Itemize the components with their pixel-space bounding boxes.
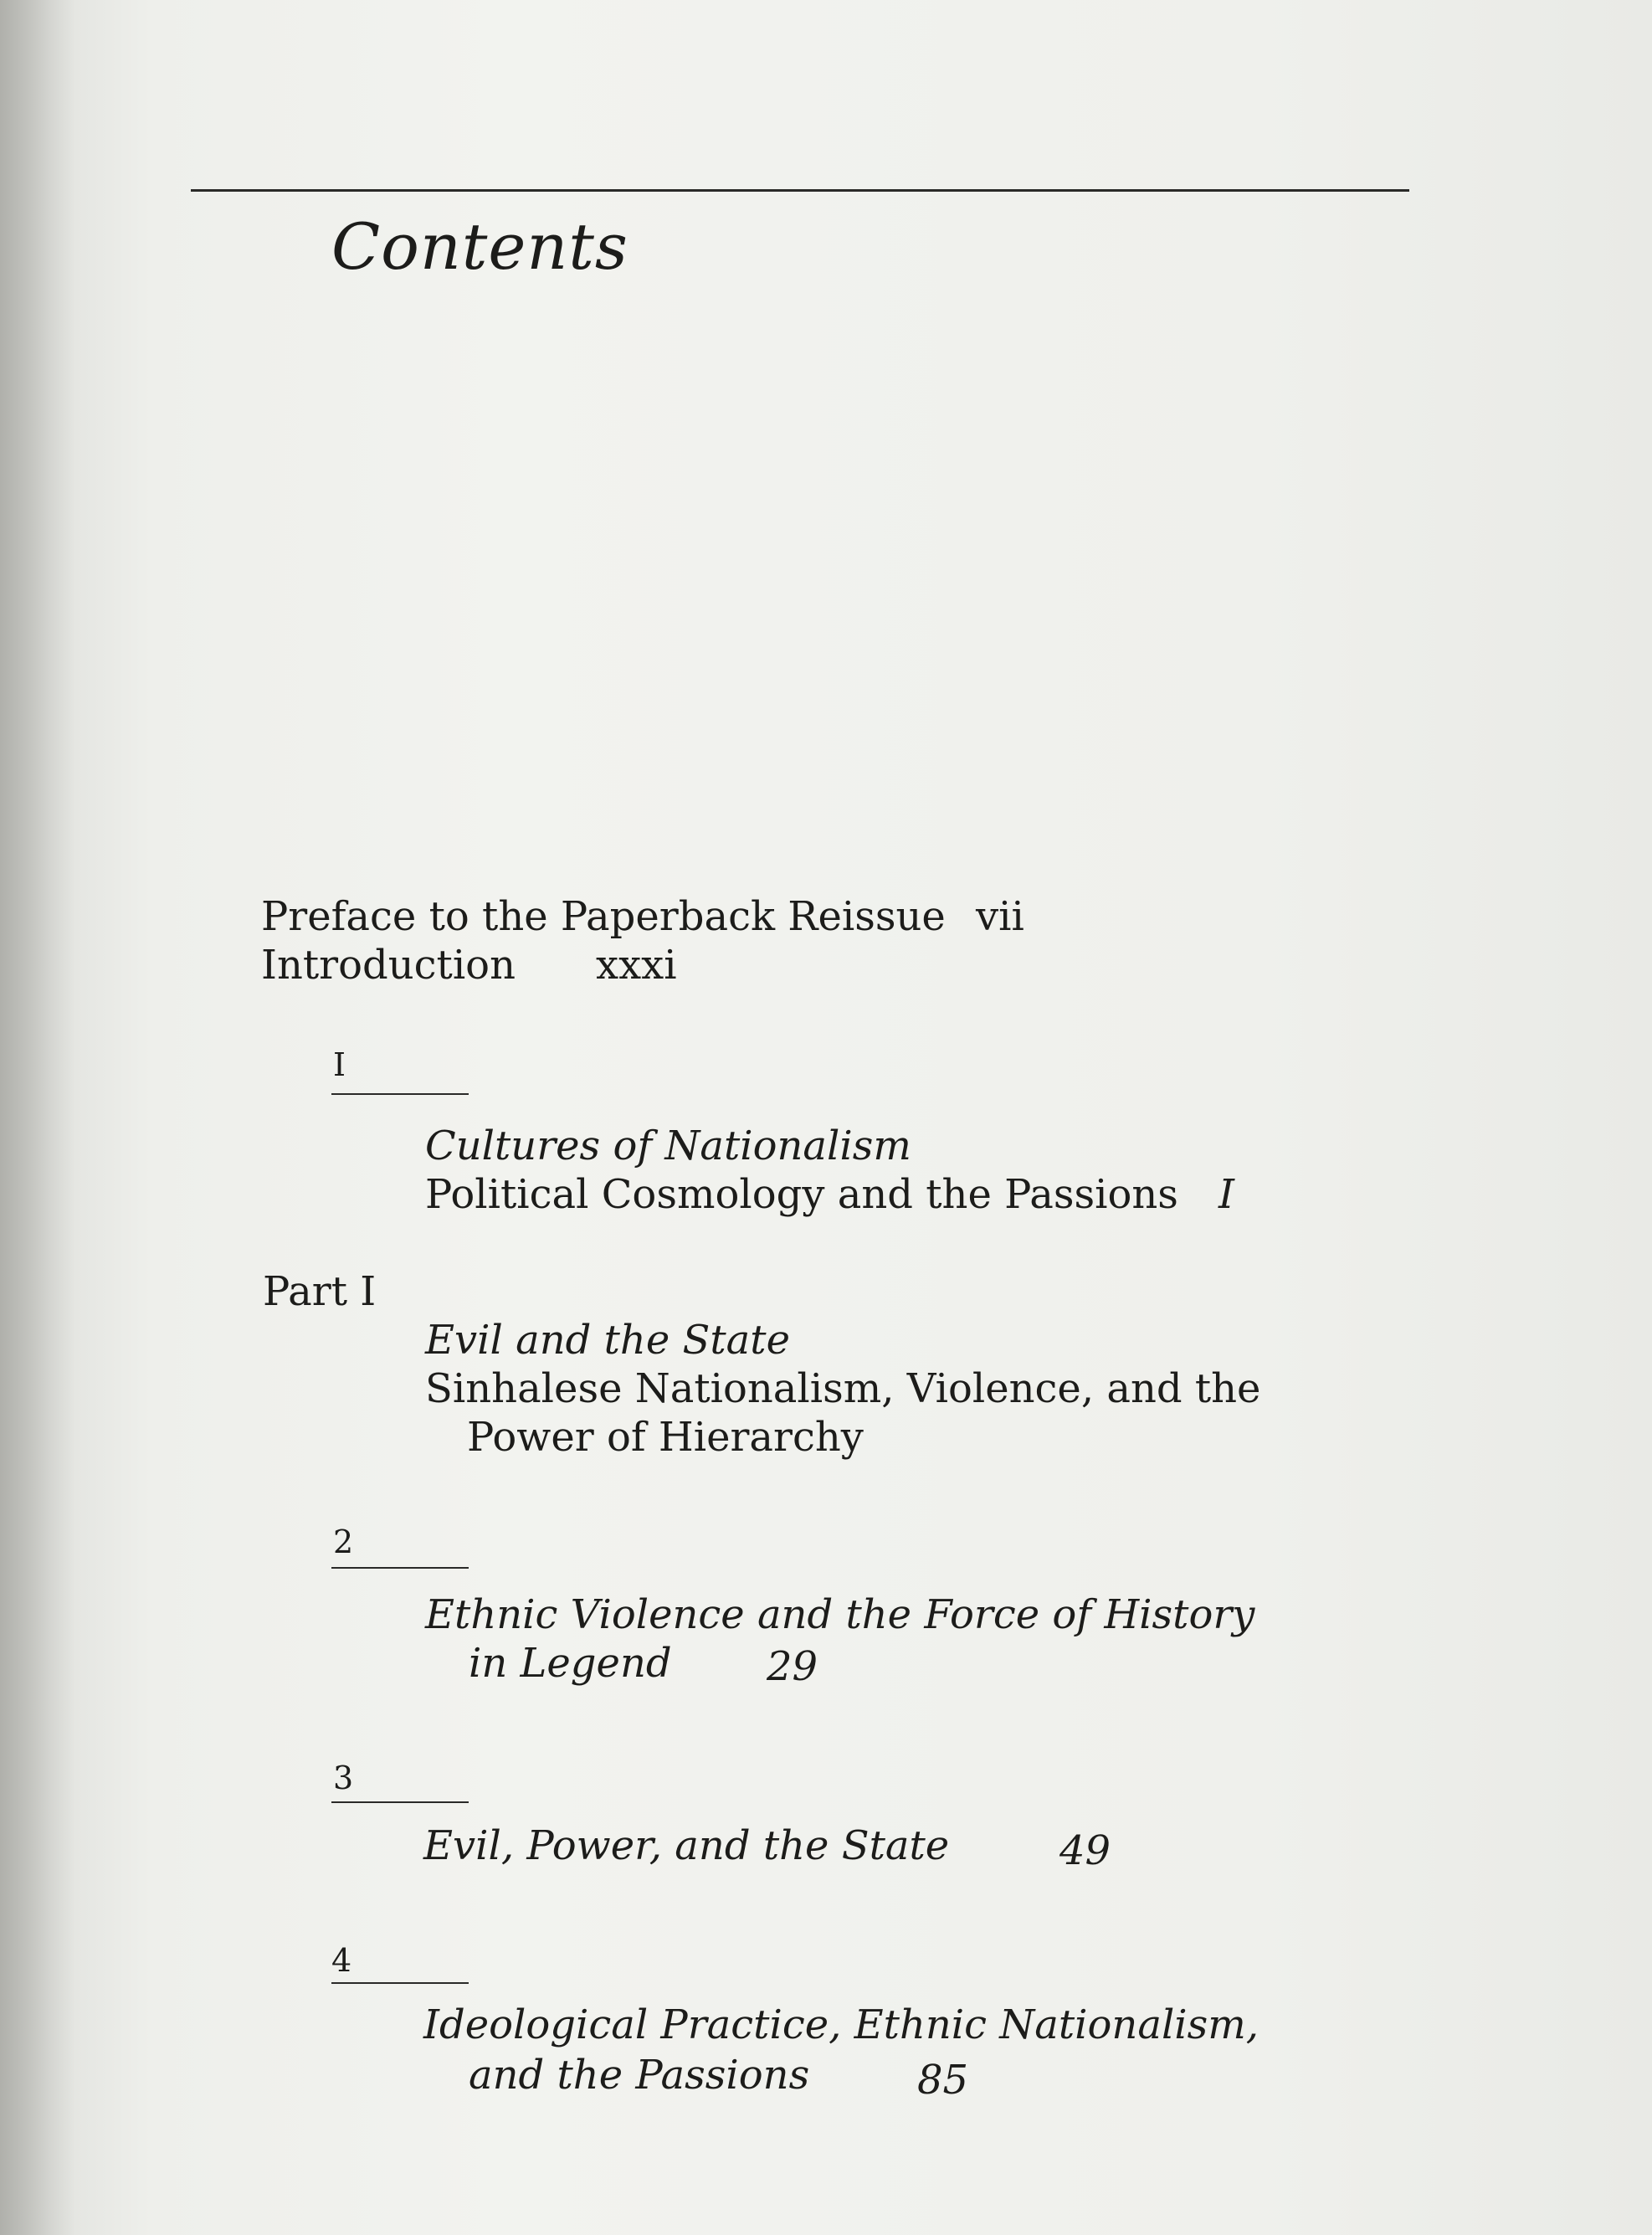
chapter-number: 4 [331,1942,352,1979]
entry-page-number: xxxi [596,942,677,989]
chapter-rule [331,1093,469,1095]
entry-page-number: vii [976,893,1024,940]
chapter-title: Cultures of Nationalism [425,1123,911,1169]
chapter-title-line-2: in Legend [469,1640,672,1687]
chapter-number: 2 [333,1523,354,1560]
entry-title: Preface to the Paperback Reissue [261,893,946,940]
chapter-title: Evil, Power, and the State [423,1822,950,1869]
chapter-page-number: 49 [1059,1827,1111,1874]
chapter-title-line-2: and the Passions [469,2052,810,2099]
chapter-page-number: 85 [917,2057,969,2104]
header-rule [191,189,1409,192]
chapter-page-number: 29 [767,1643,818,1690]
chapter-subtitle: Political Cosmology and the Passions [425,1171,1178,1218]
chapter-number: I [333,1046,346,1083]
chapter-rule [331,1801,469,1803]
part-title: Evil and the State [425,1317,790,1364]
page-gutter-shadow [0,0,75,2235]
chapter-rule [331,1982,469,1984]
part-subtitle-line-1: Sinhalese Nationalism, Violence, and the [425,1365,1261,1412]
chapter-title-line-1: Ideological Practice, Ethnic Nationalism, [423,2001,1260,2048]
page-title: Contents [331,209,628,284]
part-label: Part I [263,1268,377,1315]
chapter-rule [331,1567,469,1569]
chapter-number: 3 [333,1760,354,1796]
entry-title: Introduction [261,942,516,989]
chapter-title-line-1: Ethnic Violence and the Force of History [425,1591,1255,1638]
chapter-page-number: I [1218,1171,1234,1218]
part-subtitle-line-2: Power of Hierarchy [467,1414,864,1461]
